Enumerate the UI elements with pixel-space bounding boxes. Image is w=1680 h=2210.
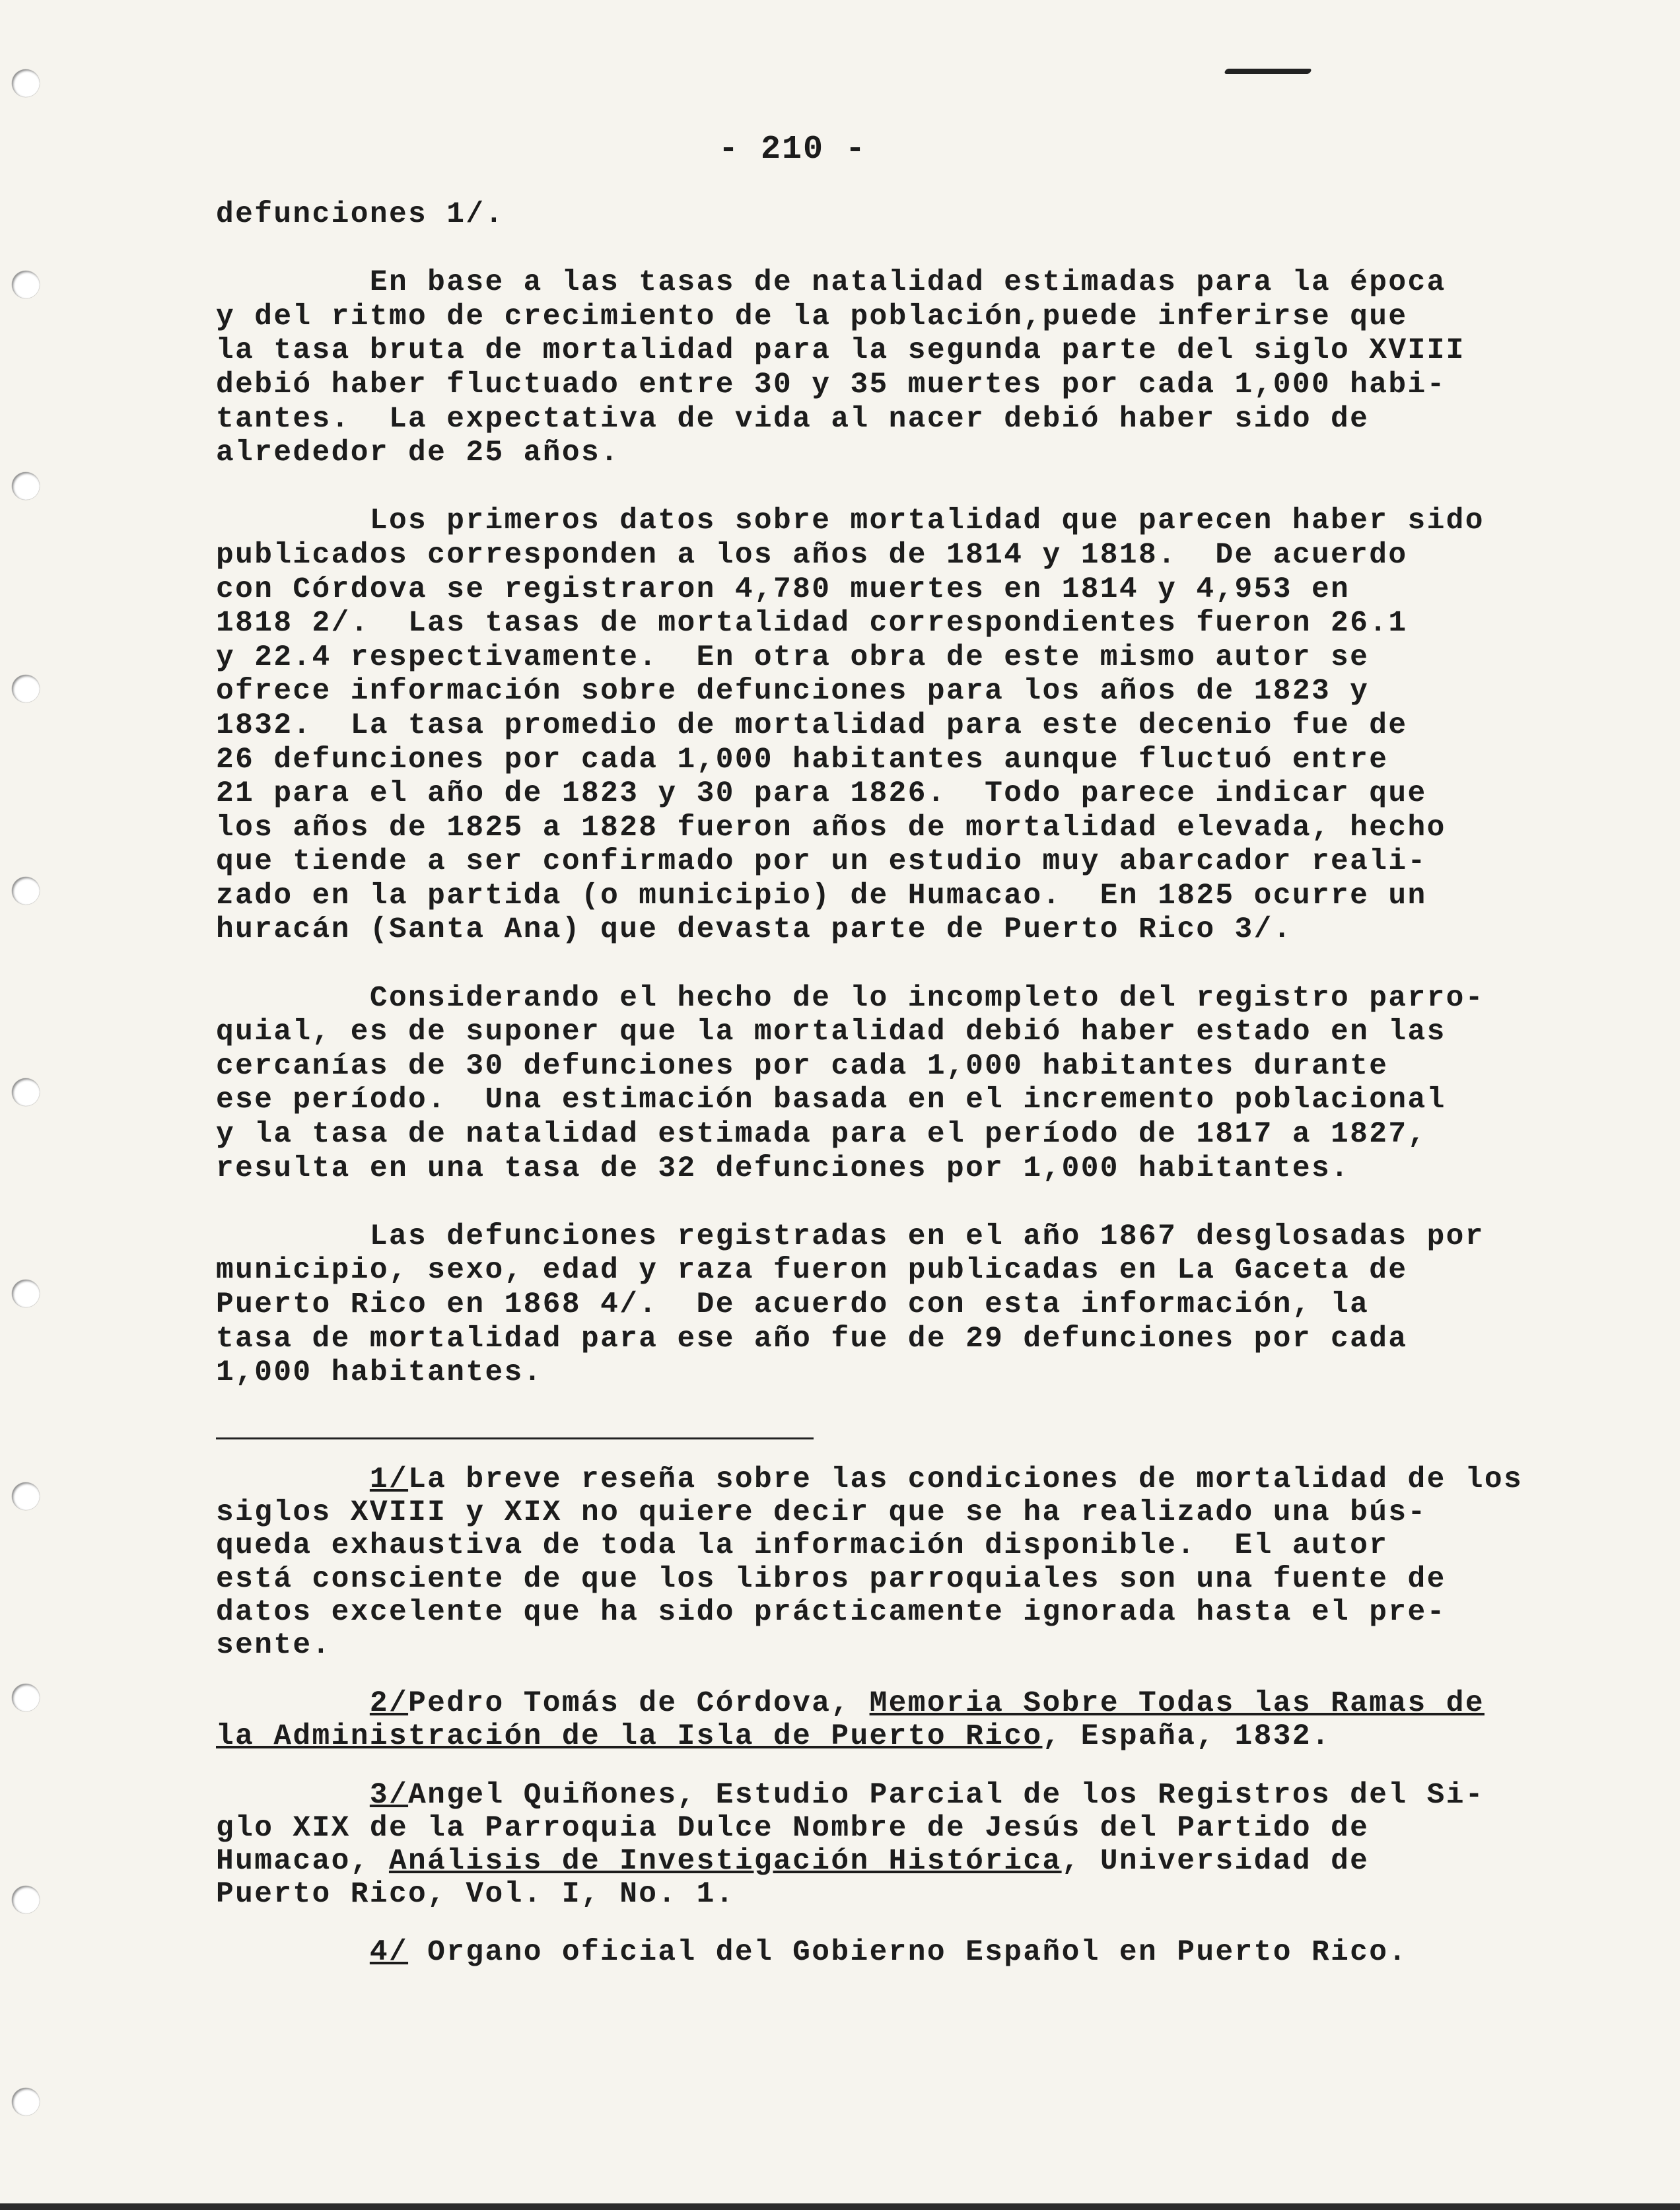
- footnote-marker: 2/: [369, 1687, 409, 1721]
- footnote-divider: [216, 1437, 814, 1439]
- body-text: [216, 198, 1537, 1424]
- footnote-marker: 1/: [369, 1463, 409, 1496]
- binder-hole: [12, 1684, 40, 1711]
- footnote-title: Análisis de Investigación Histórica: [388, 1845, 1062, 1879]
- binder-hole: [12, 1280, 40, 1307]
- binder-hole: [12, 1886, 40, 1914]
- footnote-marker: 3/: [369, 1778, 409, 1812]
- binder-hole: [12, 472, 40, 500]
- footnote-1: [216, 1463, 1537, 1662]
- binder-hole: [12, 1078, 40, 1106]
- binder-hole: [12, 271, 40, 298]
- footnote-2: [216, 1687, 1537, 1753]
- footnote-4: [216, 1936, 1537, 1969]
- ink-mark: [1224, 69, 1312, 74]
- footnote-title: Memoria Sobre Todas las Ramas de la Administración de la Isla de Puerto Rico: [216, 1687, 1485, 1754]
- binder-hole: [12, 1482, 40, 1510]
- paragraph: En base a las tasas de natalidad estimadas para la época y del ritmo de crecimiento de la población,puede inferirse que la tasa bruta de mortalidad para la segunda parte del siglo XVIII debió haber fluctuado entre 30 y 35 muertes por cada 1,000 habi- tantes. La expectativa de vida al nacer debió haber sido de alrededor de 25 años.: [216, 266, 1465, 470]
- opening-line: defunciones 1/.: [216, 198, 505, 231]
- footnote-author: Pedro Tomás de Córdova,: [408, 1687, 870, 1721]
- paragraph: Considerando el hecho de lo incompleto del registro parro- quial, es de suponer que la mortalidad debió haber estado en las cercanías de 30 defunciones por cada 1,000 habitantes durante ese período. Una estimación basada en el incremento poblacional y la tasa de natalidad estimada para el período de 1817 a 1827, resulta en una tasa de 32 defunciones por 1,000 habitantes.: [216, 981, 1485, 1185]
- paragraph: Los primeros datos sobre mortalidad que parecen haber sido publicados corresponden a los años de 1814 y 1818. De acuerdo con Córdova se registraron 4,780 muertes en 1814 y 4,953 en 1818 2/. Las tasas de mortalidad correspondientes fueron 26.1 y 22.4 respectivamente. En otra obra de este mismo autor se ofrece información sobre defunciones para los años de 1823 y 1832. La tasa promedio de mortalidad para este decenio fue de 26 defunciones por cada 1,000 habitantes aunque fluctuó entre 21 para el año de 1823 y 30 para 1826. Todo parece indicar que los años de 1825 a 1828 fueron años de mortalidad elevada, hecho que tiende a ser confirmado por un estudio muy abarcador reali- zado en la partida (o municipio) de Humacao. En 1825 ocurre un huracán (Santa Ana) que devasta parte de Puerto Rico 3/.: [216, 504, 1485, 947]
- binder-hole: [12, 2088, 40, 2116]
- page-edge: [0, 2203, 1680, 2210]
- binder-hole: [12, 69, 40, 97]
- page-number: - 210 -: [718, 131, 867, 168]
- footnote-publication: , Universidad de Puerto Rico, Vol. I, No. 1.: [216, 1845, 1370, 1912]
- footnote-text: Organo oficial del Gobierno Español en Puerto Rico.: [408, 1936, 1408, 1970]
- footnote-3: [216, 1779, 1537, 1912]
- binder-hole: [12, 877, 40, 905]
- paragraph: Las defunciones registradas en el año 1867 desglosadas por municipio, sexo, edad y raza fueron publicadas en La Gaceta de Puerto Rico en 1868 4/. De acuerdo con esta información, la tasa de mortalidad para ese año fue de 29 defunciones por cada 1,000 habitantes.: [216, 1220, 1485, 1390]
- footnotes: [216, 1463, 1537, 1995]
- footnote-author: Angel Quiñones, Estudio Parcial de los Registros del Si- glo XIX de la Parroquia Dulce Nombre de Jesús del Partido de Humacao,: [216, 1778, 1485, 1879]
- footnote-text: La breve reseña sobre las condiciones de mortalidad de los siglos XVIII y XIX no quiere decir que se ha realizado una bús- queda exhaustiva de toda la información disponible. El autor está consciente de que los libros parroquiales son una fuente de datos excelente que ha sido prácticamente ignorada hasta el pre- sente.: [216, 1463, 1523, 1663]
- footnote-publication: , España, 1832.: [1042, 1720, 1331, 1754]
- footnote-marker: 4/: [369, 1936, 409, 1970]
- binder-hole: [12, 675, 40, 703]
